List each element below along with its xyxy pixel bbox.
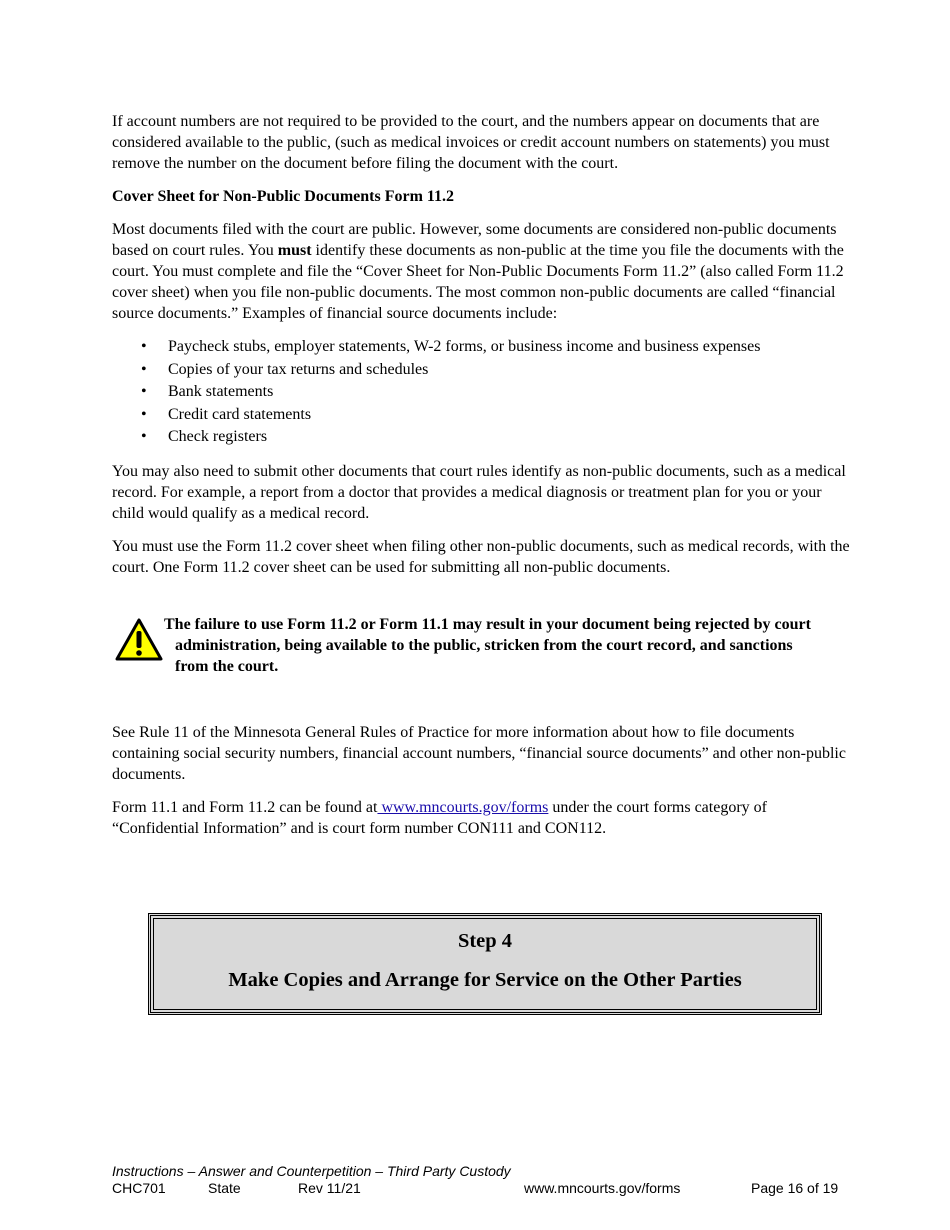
list-item	[112, 336, 857, 359]
list-item-text: Paycheck stubs, employer statements, W-2 forms, or business income and business expenses	[168, 338, 761, 355]
forms-location-paragraph	[112, 797, 857, 839]
footer-form-code: CHC701	[112, 1180, 166, 1196]
warning-line-1: The failure to use Form 11.2 or Form 11.1 may result in your document being rejected by court	[164, 615, 811, 633]
page-footer	[112, 1163, 872, 1197]
list-item	[112, 381, 857, 404]
footer-title: Instructions – Answer and Counterpetition – Third Party Custody	[112, 1163, 511, 1179]
list-item-text: Credit card statements	[168, 405, 312, 423]
warning-line-3: from the court.	[175, 657, 279, 675]
step-title: Step 4	[457, 930, 513, 952]
bullet-glyph: •	[141, 428, 147, 445]
mncourts-forms-link[interactable]: www.mncourts.gov/forms	[377, 798, 549, 816]
non-public-text-1: Most documents filed with the court are public. However, some documents are considered non-public documents based on court rules. You	[112, 221, 837, 259]
footer-revision: Rev 11/21	[298, 1180, 361, 1196]
step-box-inner-border	[153, 918, 817, 1010]
list-item-text: Copies of your tax returns and schedules	[168, 360, 429, 378]
list-item	[112, 426, 857, 449]
non-public-paragraph	[112, 219, 857, 324]
bullet-glyph: •	[141, 360, 147, 378]
section-heading: Cover Sheet for Non-Public Documents Form 11.2	[112, 188, 455, 205]
forms-location-text-1: Form 11.1 and Form 11.2 can be found at	[112, 798, 378, 816]
warning-text	[112, 614, 857, 677]
medical-record-paragraph: You may also need to submit other documents that court rules identify as non-public documents, such as a medical record. For example, a report from a doctor that provides a medical diagnosis or treatment plan for you or your child would qualify as a medical record.	[112, 462, 846, 522]
list-item	[112, 404, 857, 427]
forms-location-text-2: under the court forms category of “Confidential Information” and is court form number CON111 and CON112.	[112, 798, 767, 837]
intro-paragraph: If account numbers are not required to be provided to the court, and the numbers appear on documents that are considered available to the public, (such as medical invoices or credit account numbers on statements) you must remove the number on the document before filing the document with the court.	[112, 113, 830, 172]
step-subtitle: Make Copies and Arrange for Service on the Other Parties	[228, 969, 742, 991]
footer-page-number: Page 16 of 19	[751, 1180, 839, 1196]
bullet-glyph: •	[141, 338, 147, 355]
cover-sheet-paragraph: You must use the Form 11.2 cover sheet when filing other non-public documents, such as medical records, with the court. One Form 11.2 cover sheet can be used for submitting all non-public documents.	[112, 537, 850, 576]
warning-callout	[112, 614, 857, 677]
step-4-box	[148, 913, 822, 1015]
bullet-glyph: •	[141, 405, 147, 423]
rule-11-paragraph: See Rule 11 of the Minnesota General Rules of Practice for more information about how to file documents containing social security numbers, financial account numbers, “financial source documents” and other non-public documents.	[112, 723, 846, 783]
bullet-glyph: •	[141, 383, 147, 400]
must-emphasis: must	[277, 242, 312, 259]
list-item-text: Bank statements	[168, 383, 274, 400]
list-item	[112, 359, 857, 382]
warning-line-2: administration, being available to the public, stricken from the court record, and sanctions	[175, 636, 793, 654]
financial-documents-list	[112, 336, 857, 449]
document-body	[112, 111, 857, 851]
non-public-text-2: identify these documents as non-public at the time you file the documents with the court. You must complete and file the “Cover Sheet for Non-Public Documents Form 11.2” (also called Form 11.2 cover sheet) when you file non-public documents. The most common non-public documents are called “financial source documents.” Examples of financial source documents include:	[112, 242, 844, 322]
list-item-text: Check registers	[168, 428, 268, 445]
footer-level: State	[208, 1180, 241, 1196]
warning-triangle-icon	[115, 618, 163, 662]
footer-meta-row	[112, 1180, 872, 1197]
footer-website: www.mncourts.gov/forms	[524, 1180, 681, 1196]
